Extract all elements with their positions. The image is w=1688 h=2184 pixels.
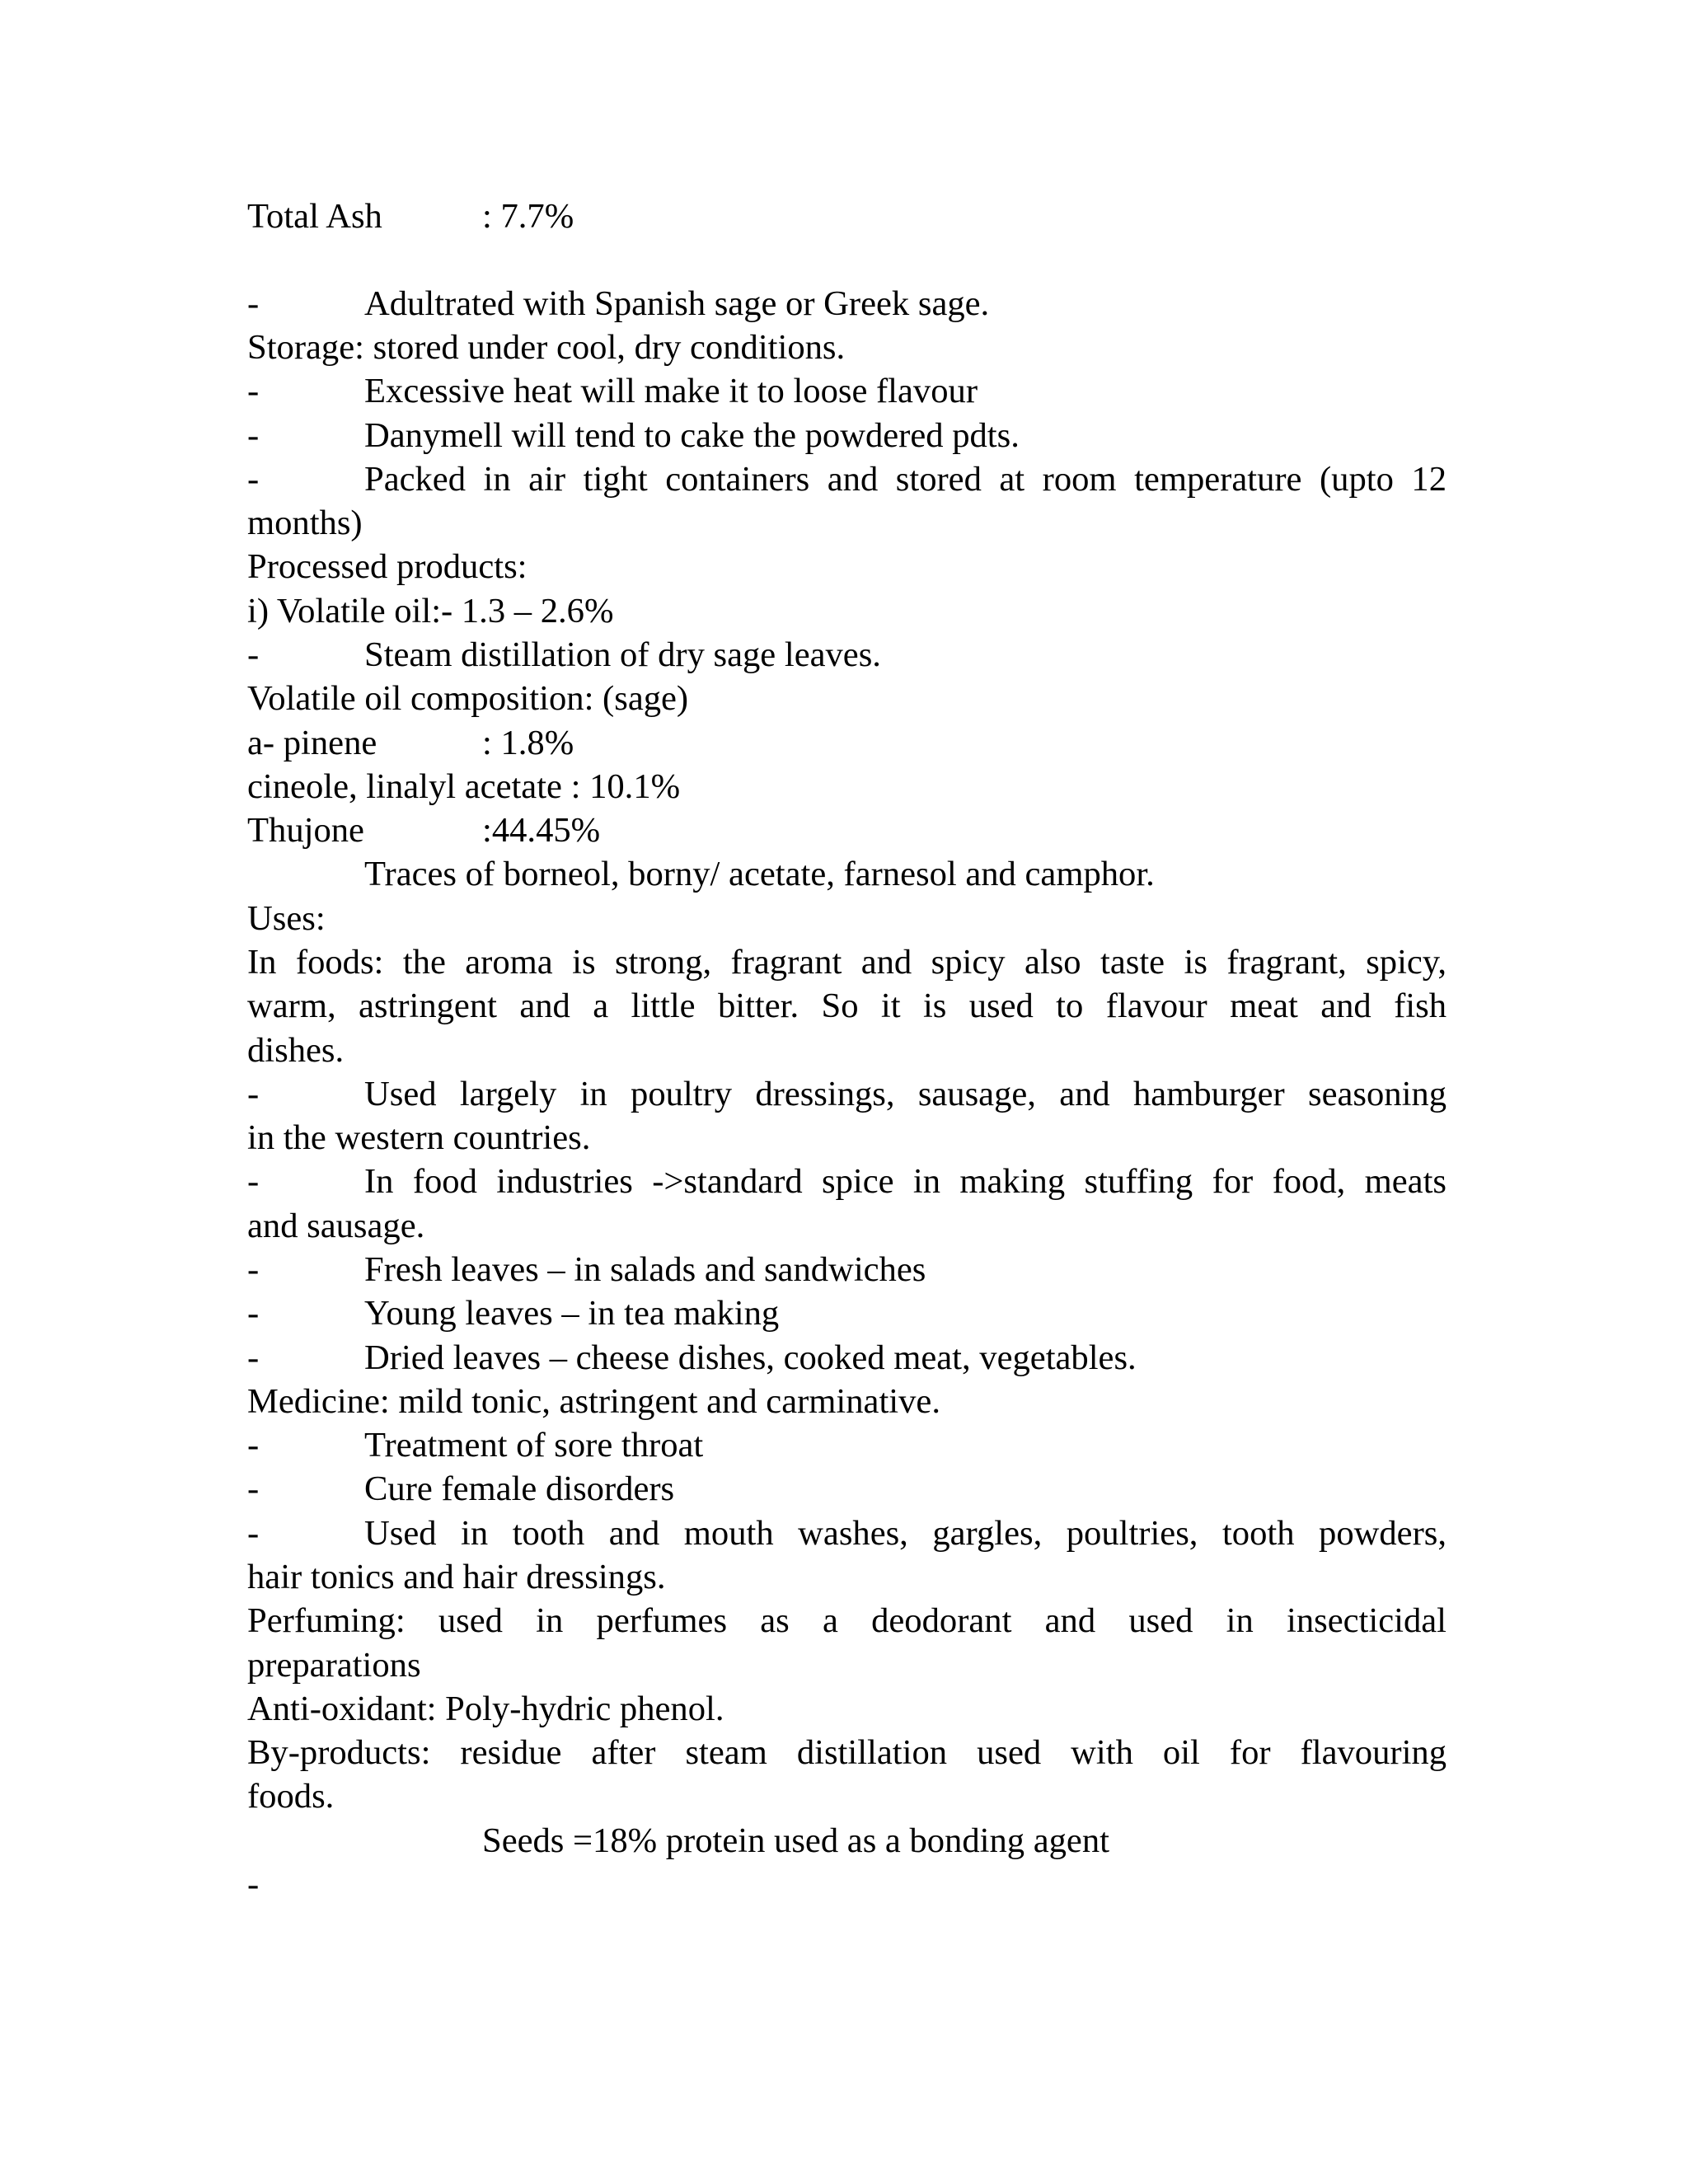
bullet-dash: - xyxy=(247,1338,260,1377)
bullet-dash: - xyxy=(247,460,260,499)
bullet-sore-throat: Treatment of sore throat xyxy=(364,1426,704,1465)
medicine-heading: Medicine: mild tonic, astringent and carminative. xyxy=(247,1382,940,1421)
foods-paragraph-line-2: warm, astringent and a little bitter. So it is used to flavour meat and fish xyxy=(247,987,1447,1025)
thujone-value: :44.45% xyxy=(482,811,601,850)
byproducts-line-1: By-products: residue after steam distillation used with oil for flavouring xyxy=(247,1733,1447,1772)
bullet-fresh-leaves: Fresh leaves – in salads and sandwiches xyxy=(364,1250,926,1289)
bullet-poultry-continued: in the western countries. xyxy=(247,1118,591,1157)
bullet-food-industries: In food industries ->standard spice in making stuffing for food, meats xyxy=(364,1162,1447,1201)
processed-heading: Processed products: xyxy=(247,547,528,586)
perfuming-line-2: preparations xyxy=(247,1646,421,1685)
bullet-dash: - xyxy=(247,1075,260,1113)
uses-heading: Uses: xyxy=(247,899,326,938)
bullet-dash: - xyxy=(247,1294,260,1333)
bullet-food-industries-continued: and sausage. xyxy=(247,1207,425,1245)
bullet-tooth-washes: Used in tooth and mouth washes, gargles, poultries, tooth powders, xyxy=(364,1514,1447,1553)
traces-line: Traces of borneol, borny/ acetate, farnesol and camphor. xyxy=(364,855,1155,893)
bullet-poultry: Used largely in poultry dressings, sausage, and hamburger seasoning xyxy=(364,1075,1447,1113)
byproducts-line-2: foods. xyxy=(247,1777,335,1816)
bullet-tooth-washes-continued: hair tonics and hair dressings. xyxy=(247,1558,666,1596)
bullet-dash: - xyxy=(247,372,260,410)
volatile-oil-line: i) Volatile oil:- 1.3 – 2.6% xyxy=(247,592,614,630)
thujone-label: Thujone xyxy=(247,811,364,850)
cineole-line: cineole, linalyl acetate : 10.1% xyxy=(247,767,681,806)
bullet-dash: - xyxy=(247,1162,260,1201)
bullet-female-disorders: Cure female disorders xyxy=(364,1469,675,1508)
antioxidant-line: Anti-oxidant: Poly-hydric phenol. xyxy=(247,1690,724,1728)
bullet-dried-leaves: Dried leaves – cheese dishes, cooked meat, vegetables. xyxy=(364,1338,1137,1377)
bullet-dash: - xyxy=(247,635,260,674)
composition-heading: Volatile oil composition: (sage) xyxy=(247,679,689,718)
total-ash-value: : 7.7% xyxy=(482,197,574,236)
foods-paragraph-line-1: In foods: the aroma is strong, fragrant and spicy also taste is fragrant, spicy, xyxy=(247,943,1447,982)
bullet-excessive-heat: Excessive heat will make it to loose flavour xyxy=(364,372,978,410)
bullet-danymell: Danymell will tend to cake the powdered pdts. xyxy=(364,416,1020,455)
storage-heading: Storage: stored under cool, dry conditions. xyxy=(247,328,846,367)
bullet-dash: - xyxy=(247,416,260,455)
pinene-label: a- pinene xyxy=(247,724,377,762)
bullet-dash: - xyxy=(247,284,260,323)
bullet-dash: - xyxy=(247,1469,260,1508)
bullet-young-leaves: Young leaves – in tea making xyxy=(364,1294,780,1333)
perfuming-line-1: Perfuming: used in perfumes as a deodorant and used in insecticidal xyxy=(247,1601,1447,1640)
total-ash-label: Total Ash xyxy=(247,197,382,236)
foods-paragraph-line-3: dishes. xyxy=(247,1031,345,1070)
bullet-dash: - xyxy=(247,1514,260,1553)
seeds-line: Seeds =18% protein used as a bonding agent xyxy=(482,1821,1109,1860)
pinene-value: : 1.8% xyxy=(482,724,574,762)
bullet-adulterated: Adultrated with Spanish sage or Greek sage. xyxy=(364,284,990,323)
bullet-dash: - xyxy=(247,1250,260,1289)
bullet-packed: Packed in air tight containers and stored at room temperature (upto 12 xyxy=(364,460,1447,499)
bullet-dash: - xyxy=(247,1426,260,1465)
bullet-steam-distillation: Steam distillation of dry sage leaves. xyxy=(364,635,881,674)
bullet-packed-continued: months) xyxy=(247,504,363,542)
bullet-dash: - xyxy=(247,1865,260,1904)
